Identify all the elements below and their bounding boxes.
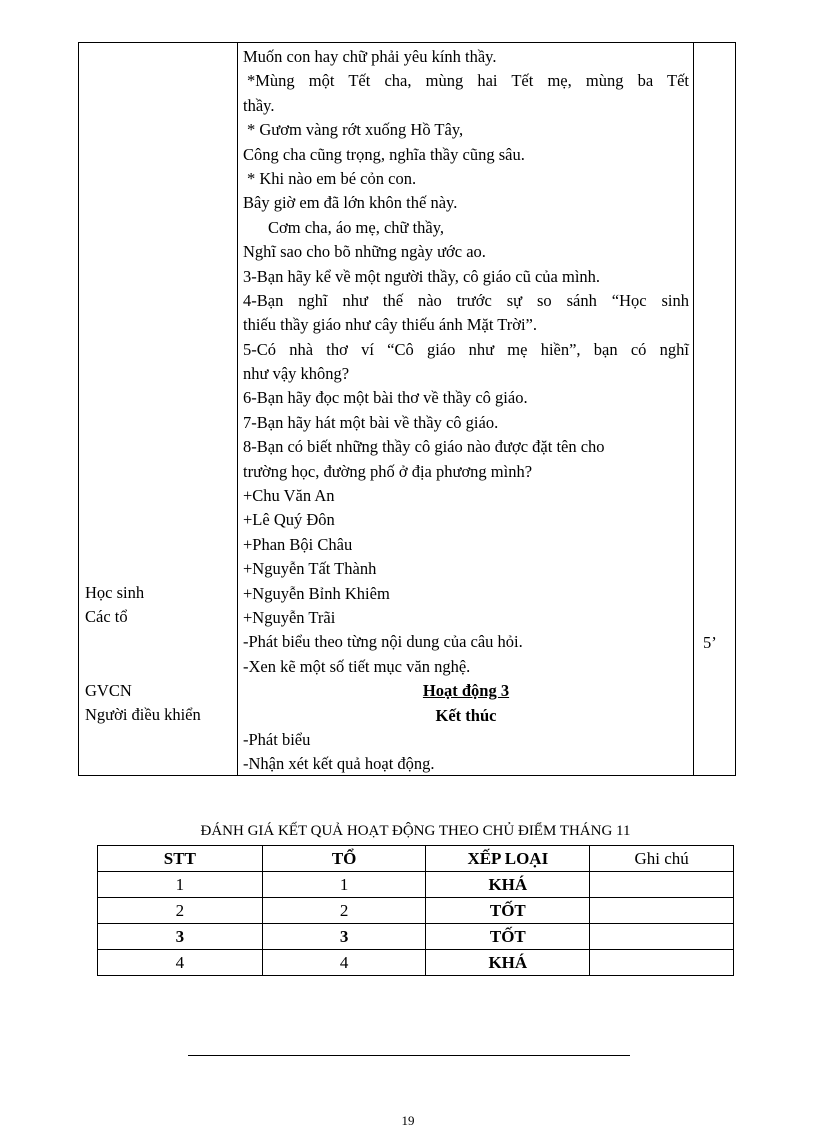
evaluation-table: [97, 845, 734, 976]
page-number: 19: [401, 1113, 415, 1128]
content-line: 6-Bạn hãy đọc một bài thơ về thầy cô giáo.: [243, 388, 528, 408]
header-rating: XẾP LOẠI: [426, 846, 590, 872]
content-line: -Xen kẽ một số tiết mục văn nghệ.: [243, 656, 471, 676]
cell-group: 2: [262, 898, 426, 924]
participant-label: Người điều khiển: [85, 705, 201, 724]
content-line: +Chu Văn An: [243, 486, 335, 506]
content-line: +Phan Bội Châu: [243, 534, 353, 554]
column-divider: [693, 43, 694, 775]
content-line: thầy.: [243, 95, 275, 115]
content-line: như vậy không?: [243, 364, 350, 384]
table-row: [98, 872, 734, 898]
content-line: thiếu thầy giáo như cây thiếu ánh Mặt Trời”.: [243, 315, 537, 335]
content-line: -Phát biểu theo từng nội dung của câu hỏi.: [243, 632, 523, 652]
cell-rating: TỐT: [426, 898, 590, 924]
participant-label: GVCN: [85, 681, 132, 700]
content-line: 7-Bạn hãy hát một bài về thầy cô giáo.: [243, 412, 499, 432]
content-line: Bây giờ em đã lớn khôn thế này.: [243, 193, 458, 213]
content-line: trường học, đường phố ở địa phương mình?: [243, 461, 533, 481]
activity-subheading: Kết thúc: [435, 705, 497, 725]
cell-group: 3: [262, 924, 426, 950]
activity-table: [78, 42, 736, 776]
activity-heading: Hoạt động 3: [422, 681, 510, 701]
header-note: Ghi chú: [590, 846, 734, 872]
content-line: -Nhận xét kết quả hoạt động.: [243, 754, 435, 774]
header-group: TỔ: [262, 846, 426, 872]
cell-note: [590, 872, 734, 898]
cell-group: 4: [262, 950, 426, 976]
content-line: 3-Bạn hãy kể về một người thầy, cô giáo cũ của mình.: [243, 266, 601, 286]
cell-group: 1: [262, 872, 426, 898]
content-line: +Lê Quý Đôn: [243, 510, 335, 530]
content-line: +Nguyễn Bỉnh Khiêm: [243, 583, 390, 603]
table-row: [98, 924, 734, 950]
cell-note: [590, 898, 734, 924]
cell-rating: KHÁ: [426, 950, 590, 976]
footer-divider: [188, 1055, 630, 1056]
cell-note: [590, 924, 734, 950]
table-row: [98, 950, 734, 976]
content-line: *Mùng một Tết cha, mùng hai Tết mẹ, mùng ba Tết: [247, 71, 689, 91]
table-row: [98, 898, 734, 924]
cell-rating: TỐT: [426, 924, 590, 950]
content-line: -Phát biểu: [243, 729, 311, 749]
cell-stt: 2: [98, 898, 263, 924]
content-line: 5-Có nhà thơ ví “Cô giáo như mẹ hiền”, bạn có nghĩ: [243, 339, 689, 359]
column-divider: [237, 43, 238, 775]
table-header-row: [98, 846, 734, 872]
cell-rating: KHÁ: [426, 872, 590, 898]
header-stt: STT: [98, 846, 263, 872]
content-line: * Gươm vàng rớt xuống Hồ Tây,: [247, 120, 464, 140]
content-line: Muốn con hay chữ phải yêu kính thầy.: [243, 47, 497, 66]
content-line: +Nguyễn Tất Thành: [243, 559, 377, 579]
cell-stt: 1: [98, 872, 263, 898]
content-line: +Nguyễn Trãi: [243, 607, 336, 627]
cell-note: [590, 950, 734, 976]
evaluation-title: ĐÁNH GIÁ KẾT QUẢ HOẠT ĐỘNG THEO CHỦ ĐIỂM THÁNG 11: [200, 823, 631, 839]
content-line: 8-Bạn có biết những thầy cô giáo nào được đặt tên cho: [243, 437, 605, 457]
duration-value: 5’: [703, 633, 717, 652]
cell-stt: 3: [98, 924, 263, 950]
cell-stt: 4: [98, 950, 263, 976]
participant-label: Các tổ: [85, 607, 128, 626]
content-line: Cơm cha, áo mẹ, chữ thầy,: [268, 217, 445, 237]
content-line: Công cha cũng trọng, nghĩa thầy cũng sâu.: [243, 144, 525, 164]
content-line: * Khi nào em bé cỏn con.: [247, 168, 417, 188]
content-column: [243, 45, 689, 777]
content-line: 4-Bạn nghĩ như thế nào trước sự so sánh “Học sinh: [243, 290, 689, 310]
content-line: Nghĩ sao cho bõ những ngày ước ao.: [243, 242, 486, 262]
participant-label: Học sinh: [85, 583, 145, 602]
